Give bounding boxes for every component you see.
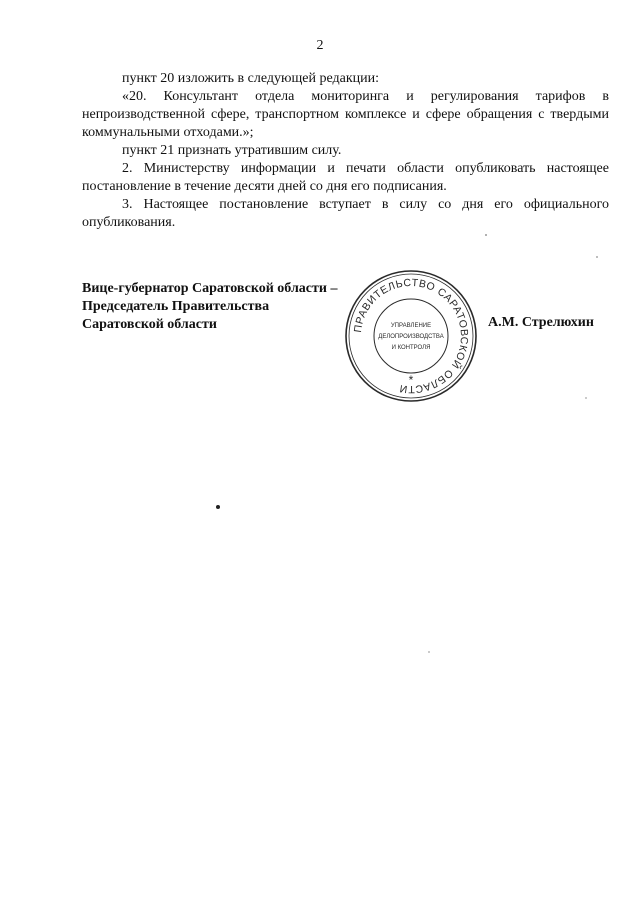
signatory-title-line: Председатель Правительства — [82, 299, 270, 314]
page-number: 2 — [316, 38, 324, 53]
scan-speck — [585, 397, 587, 399]
document-body — [82, 70, 609, 232]
scan-speck — [216, 505, 220, 509]
seal-center-line: И КОНТРОЛЯ — [391, 345, 431, 351]
signatory-title-line: Вице-губернатор Саратовской области – — [82, 281, 338, 296]
official-seal — [343, 268, 479, 404]
seal-star-icon: * — [408, 373, 414, 387]
signatory-title-line: Саратовской области — [82, 317, 217, 332]
seal-center-line: ДЕЛОПРОИЗВОДСТВА — [378, 334, 444, 340]
scan-speck — [428, 651, 430, 653]
paragraph-item-20-intro: пункт 20 изложить в следующей редакции: — [122, 71, 379, 86]
paragraph-publication: 2. Министерству информации и печати области опубликовать настоящее постановление в течение десяти дней со дня его подписания. — [82, 161, 609, 194]
signer-name: А.М. Стрелюхин — [488, 315, 594, 330]
paragraph-item-20-text: «20. Консультант отдела мониторинга и регулирования тарифов в непроизводственной сфере, транспортном комплексе и сфере обращения с твердыми коммунальными отходами.»; — [82, 89, 609, 140]
seal-center-line: УПРАВЛЕНИЕ — [390, 323, 432, 329]
paragraph-effective-date: 3. Настоящее постановление вступает в силу со дня его официального опубликования. — [82, 197, 609, 230]
signatory-title — [82, 280, 382, 334]
scan-speck — [485, 234, 487, 236]
scan-speck — [596, 256, 598, 258]
paragraph-item-21: пункт 21 признать утратившим силу. — [122, 143, 342, 158]
seal-ring-text: ПРАВИТЕЛЬСТВО САРАТОВСКОЙ ОБЛАСТИ — [352, 276, 471, 396]
